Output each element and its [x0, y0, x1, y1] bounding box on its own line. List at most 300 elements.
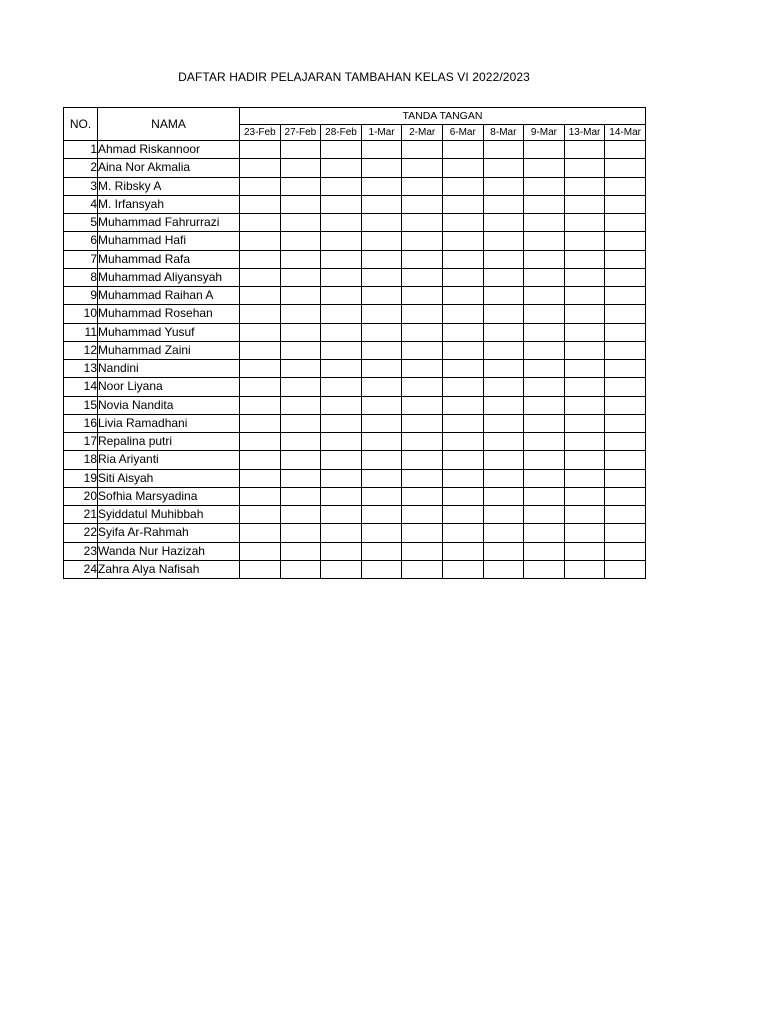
table-row [64, 177, 646, 195]
row-number: 16 [64, 414, 98, 432]
signature-cell [524, 396, 565, 414]
signature-cell [483, 414, 524, 432]
signature-cell [564, 268, 605, 286]
signature-cell [564, 232, 605, 250]
signature-cell [483, 542, 524, 560]
signature-cell [321, 414, 362, 432]
signature-cell [605, 451, 646, 469]
signature-cell [280, 323, 321, 341]
student-name: M. Ribsky A [98, 177, 240, 195]
signature-cell [564, 177, 605, 195]
signature-cell [442, 250, 483, 268]
signature-cell [402, 396, 443, 414]
signature-cell [240, 542, 281, 560]
signature-cell [280, 305, 321, 323]
signature-cell [442, 268, 483, 286]
table-row [64, 323, 646, 341]
student-name: Muhammad Yusuf [98, 323, 240, 341]
signature-cell [240, 360, 281, 378]
signature-cell [240, 159, 281, 177]
signature-cell [280, 506, 321, 524]
signature-cell [321, 214, 362, 232]
signature-cell [483, 214, 524, 232]
student-name: Siti Aisyah [98, 469, 240, 487]
table-row [64, 268, 646, 286]
table-row [64, 341, 646, 359]
signature-cell [240, 268, 281, 286]
signature-cell [564, 469, 605, 487]
signature-cell [442, 177, 483, 195]
signature-cell [564, 214, 605, 232]
signature-cell [605, 396, 646, 414]
header-date: 27-Feb [280, 125, 321, 141]
table-body [64, 141, 646, 579]
student-name: Novia Nandita [98, 396, 240, 414]
signature-cell [483, 560, 524, 578]
signature-cell [442, 396, 483, 414]
signature-cell [280, 414, 321, 432]
table-row [64, 433, 646, 451]
signature-cell [483, 469, 524, 487]
table-row [64, 469, 646, 487]
signature-cell [280, 487, 321, 505]
signature-cell [442, 341, 483, 359]
signature-cell [280, 433, 321, 451]
header-date: 2-Mar [402, 125, 443, 141]
signature-cell [321, 433, 362, 451]
signature-cell [240, 177, 281, 195]
signature-cell [605, 250, 646, 268]
signature-cell [321, 177, 362, 195]
attendance-table [63, 107, 646, 579]
signature-cell [280, 542, 321, 560]
signature-cell [402, 159, 443, 177]
table-row [64, 214, 646, 232]
signature-cell [280, 396, 321, 414]
signature-cell [280, 141, 321, 159]
signature-cell [321, 159, 362, 177]
signature-cell [361, 414, 402, 432]
table-header [64, 108, 646, 141]
signature-cell [280, 159, 321, 177]
signature-cell [240, 469, 281, 487]
signature-cell [402, 287, 443, 305]
signature-cell [442, 214, 483, 232]
signature-cell [483, 378, 524, 396]
header-nama: NAMA [98, 108, 240, 141]
signature-cell [524, 323, 565, 341]
signature-cell [402, 232, 443, 250]
table-row [64, 250, 646, 268]
signature-cell [321, 268, 362, 286]
signature-cell [524, 451, 565, 469]
signature-cell [442, 560, 483, 578]
signature-cell [321, 323, 362, 341]
header-date: 28-Feb [321, 125, 362, 141]
signature-cell [483, 159, 524, 177]
signature-cell [321, 232, 362, 250]
signature-cell [605, 341, 646, 359]
signature-cell [564, 378, 605, 396]
signature-cell [524, 433, 565, 451]
signature-cell [605, 268, 646, 286]
student-name: Muhammad Fahrurrazi [98, 214, 240, 232]
signature-cell [564, 287, 605, 305]
signature-cell [524, 305, 565, 323]
signature-cell [361, 560, 402, 578]
signature-cell [280, 469, 321, 487]
signature-cell [361, 396, 402, 414]
signature-cell [240, 378, 281, 396]
signature-cell [240, 305, 281, 323]
signature-cell [442, 506, 483, 524]
signature-cell [605, 433, 646, 451]
signature-cell [524, 414, 565, 432]
header-tanda-tangan: TANDA TANGAN [240, 108, 646, 125]
signature-cell [442, 360, 483, 378]
header-date: 9-Mar [524, 125, 565, 141]
signature-cell [240, 487, 281, 505]
row-number: 11 [64, 323, 98, 341]
signature-cell [483, 323, 524, 341]
table-row [64, 360, 646, 378]
signature-cell [442, 469, 483, 487]
signature-cell [442, 305, 483, 323]
signature-cell [402, 250, 443, 268]
signature-cell [240, 451, 281, 469]
table-row [64, 287, 646, 305]
row-number: 19 [64, 469, 98, 487]
student-name: Syifa Ar-Rahmah [98, 524, 240, 542]
signature-cell [280, 524, 321, 542]
signature-cell [240, 433, 281, 451]
signature-cell [605, 177, 646, 195]
signature-cell [483, 487, 524, 505]
signature-cell [483, 268, 524, 286]
row-number: 5 [64, 214, 98, 232]
signature-cell [483, 360, 524, 378]
signature-cell [321, 360, 362, 378]
signature-cell [483, 341, 524, 359]
signature-cell [321, 451, 362, 469]
signature-cell [605, 141, 646, 159]
signature-cell [402, 524, 443, 542]
header-date: 6-Mar [442, 125, 483, 141]
signature-cell [321, 524, 362, 542]
row-number: 18 [64, 451, 98, 469]
signature-cell [524, 487, 565, 505]
signature-cell [524, 214, 565, 232]
signature-cell [564, 542, 605, 560]
signature-cell [402, 305, 443, 323]
signature-cell [402, 469, 443, 487]
signature-cell [321, 305, 362, 323]
signature-cell [321, 195, 362, 213]
table-row [64, 414, 646, 432]
student-name: Ria Ariyanti [98, 451, 240, 469]
signature-cell [280, 232, 321, 250]
row-number: 2 [64, 159, 98, 177]
student-name: Muhammad Aliyansyah [98, 268, 240, 286]
student-name: Muhammad Rafa [98, 250, 240, 268]
student-name: Nandini [98, 360, 240, 378]
row-number: 23 [64, 542, 98, 560]
signature-cell [564, 141, 605, 159]
student-name: Sofhia Marsyadina [98, 487, 240, 505]
signature-cell [402, 542, 443, 560]
signature-cell [564, 250, 605, 268]
table-row [64, 524, 646, 542]
signature-cell [402, 177, 443, 195]
document-title: DAFTAR HADIR PELAJARAN TAMBAHAN KELAS VI 2022/2023 [178, 70, 530, 84]
signature-cell [483, 141, 524, 159]
table-row [64, 396, 646, 414]
signature-cell [442, 323, 483, 341]
signature-cell [483, 287, 524, 305]
signature-cell [605, 542, 646, 560]
signature-cell [280, 268, 321, 286]
signature-cell [402, 195, 443, 213]
signature-cell [564, 560, 605, 578]
signature-cell [361, 305, 402, 323]
signature-cell [605, 360, 646, 378]
signature-cell [280, 250, 321, 268]
row-number: 4 [64, 195, 98, 213]
signature-cell [402, 214, 443, 232]
signature-cell [564, 159, 605, 177]
signature-cell [361, 268, 402, 286]
student-name: Livia Ramadhani [98, 414, 240, 432]
row-number: 15 [64, 396, 98, 414]
signature-cell [321, 287, 362, 305]
signature-cell [605, 214, 646, 232]
signature-cell [442, 414, 483, 432]
signature-cell [280, 451, 321, 469]
signature-cell [280, 177, 321, 195]
signature-cell [605, 159, 646, 177]
signature-cell [564, 305, 605, 323]
signature-cell [442, 542, 483, 560]
signature-cell [524, 287, 565, 305]
row-number: 9 [64, 287, 98, 305]
signature-cell [605, 305, 646, 323]
signature-cell [361, 250, 402, 268]
signature-cell [564, 524, 605, 542]
signature-cell [321, 341, 362, 359]
header-no: NO. [64, 108, 98, 141]
signature-cell [240, 195, 281, 213]
student-name: Muhammad Raihan A [98, 287, 240, 305]
signature-cell [402, 560, 443, 578]
row-number: 22 [64, 524, 98, 542]
signature-cell [321, 560, 362, 578]
signature-cell [361, 378, 402, 396]
signature-cell [321, 378, 362, 396]
signature-cell [564, 195, 605, 213]
signature-cell [361, 177, 402, 195]
signature-cell [240, 250, 281, 268]
signature-cell [240, 287, 281, 305]
signature-cell [564, 414, 605, 432]
signature-cell [564, 451, 605, 469]
signature-cell [605, 487, 646, 505]
signature-cell [564, 506, 605, 524]
signature-cell [524, 360, 565, 378]
signature-cell [402, 414, 443, 432]
signature-cell [483, 250, 524, 268]
signature-cell [321, 469, 362, 487]
student-name: Noor Liyana [98, 378, 240, 396]
signature-cell [361, 232, 402, 250]
signature-cell [524, 141, 565, 159]
signature-cell [605, 560, 646, 578]
signature-cell [524, 250, 565, 268]
header-date: 8-Mar [483, 125, 524, 141]
student-name: M. Irfansyah [98, 195, 240, 213]
signature-cell [524, 341, 565, 359]
student-name: Muhammad Rosehan [98, 305, 240, 323]
student-name: Muhammad Zaini [98, 341, 240, 359]
signature-cell [564, 433, 605, 451]
signature-cell [483, 506, 524, 524]
header-date: 23-Feb [240, 125, 281, 141]
table-row [64, 506, 646, 524]
row-number: 1 [64, 141, 98, 159]
row-number: 12 [64, 341, 98, 359]
row-number: 10 [64, 305, 98, 323]
signature-cell [564, 341, 605, 359]
signature-cell [240, 323, 281, 341]
signature-cell [605, 232, 646, 250]
signature-cell [483, 177, 524, 195]
signature-cell [524, 177, 565, 195]
signature-cell [442, 159, 483, 177]
signature-cell [524, 542, 565, 560]
signature-cell [564, 396, 605, 414]
table-row [64, 542, 646, 560]
signature-cell [402, 433, 443, 451]
row-number: 3 [64, 177, 98, 195]
signature-cell [402, 268, 443, 286]
signature-cell [442, 487, 483, 505]
table-row [64, 159, 646, 177]
signature-cell [361, 506, 402, 524]
table-row [64, 487, 646, 505]
signature-cell [442, 141, 483, 159]
header-row-top [64, 108, 646, 125]
signature-cell [605, 323, 646, 341]
signature-cell [442, 378, 483, 396]
signature-cell [240, 141, 281, 159]
signature-cell [483, 232, 524, 250]
table-row [64, 232, 646, 250]
student-name: Wanda Nur Hazizah [98, 542, 240, 560]
signature-cell [524, 378, 565, 396]
student-name: Syiddatul Muhibbah [98, 506, 240, 524]
table-row [64, 451, 646, 469]
signature-cell [240, 506, 281, 524]
signature-cell [361, 214, 402, 232]
signature-cell [442, 433, 483, 451]
student-name: Ahmad Riskannoor [98, 141, 240, 159]
signature-cell [240, 560, 281, 578]
row-number: 21 [64, 506, 98, 524]
signature-cell [524, 268, 565, 286]
signature-cell [361, 341, 402, 359]
signature-cell [524, 560, 565, 578]
signature-cell [605, 195, 646, 213]
signature-cell [442, 195, 483, 213]
signature-cell [321, 487, 362, 505]
signature-cell [280, 360, 321, 378]
signature-cell [280, 214, 321, 232]
row-number: 7 [64, 250, 98, 268]
signature-cell [361, 287, 402, 305]
signature-cell [483, 433, 524, 451]
signature-cell [361, 141, 402, 159]
signature-cell [361, 469, 402, 487]
signature-cell [240, 414, 281, 432]
row-number: 17 [64, 433, 98, 451]
signature-cell [402, 487, 443, 505]
row-number: 8 [64, 268, 98, 286]
signature-cell [442, 287, 483, 305]
signature-cell [361, 159, 402, 177]
table-row [64, 378, 646, 396]
signature-cell [483, 305, 524, 323]
header-date: 13-Mar [564, 125, 605, 141]
signature-cell [361, 195, 402, 213]
table-row [64, 195, 646, 213]
signature-cell [321, 250, 362, 268]
row-number: 14 [64, 378, 98, 396]
signature-cell [442, 232, 483, 250]
signature-cell [402, 341, 443, 359]
signature-cell [321, 141, 362, 159]
signature-cell [442, 524, 483, 542]
signature-cell [402, 451, 443, 469]
signature-cell [483, 524, 524, 542]
signature-cell [483, 195, 524, 213]
signature-cell [240, 214, 281, 232]
signature-cell [361, 360, 402, 378]
signature-cell [361, 524, 402, 542]
signature-cell [524, 232, 565, 250]
signature-cell [524, 469, 565, 487]
signature-cell [280, 341, 321, 359]
signature-cell [524, 195, 565, 213]
signature-cell [605, 524, 646, 542]
signature-cell [524, 159, 565, 177]
signature-cell [605, 378, 646, 396]
row-number: 6 [64, 232, 98, 250]
row-number: 20 [64, 487, 98, 505]
header-date: 1-Mar [361, 125, 402, 141]
signature-cell [321, 396, 362, 414]
signature-cell [361, 323, 402, 341]
signature-cell [402, 378, 443, 396]
row-number: 13 [64, 360, 98, 378]
row-number: 24 [64, 560, 98, 578]
signature-cell [361, 542, 402, 560]
signature-cell [402, 506, 443, 524]
signature-cell [361, 451, 402, 469]
signature-cell [564, 487, 605, 505]
signature-cell [240, 396, 281, 414]
signature-cell [361, 433, 402, 451]
signature-cell [524, 524, 565, 542]
signature-cell [321, 542, 362, 560]
